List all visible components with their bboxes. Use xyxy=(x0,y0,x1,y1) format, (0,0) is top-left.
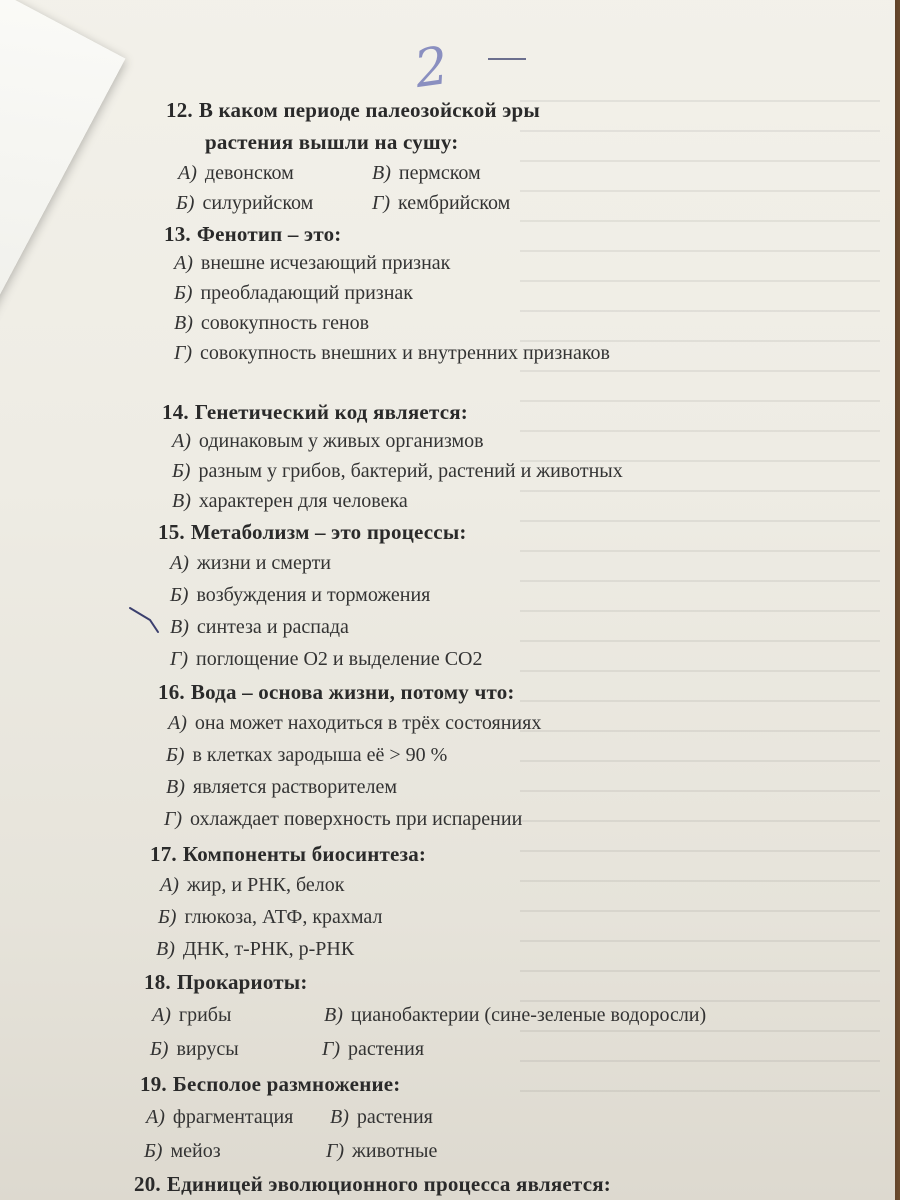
option: Г) совокупность внешних и внутренних признаков xyxy=(174,342,610,364)
option: А) одинаковым у живых организмов xyxy=(172,430,484,452)
option: Б) силурийском xyxy=(176,192,314,214)
option: Б) вирусы xyxy=(150,1038,239,1060)
question-19-title: 19. Бесполое размножение: xyxy=(140,1072,401,1096)
option: Г) растения xyxy=(322,1038,425,1060)
handwritten-page-number: 2 xyxy=(410,35,453,101)
question-12-title: 12. В каком периоде палеозойской эры xyxy=(166,98,541,122)
option: Г) охлаждает поверхность при испарении xyxy=(164,808,523,830)
option: Г) кембрийском xyxy=(372,192,511,214)
option: Б) в клетках зародыша её > 90 % xyxy=(166,744,448,766)
option: В) ДНК, т-РНК, р-РНК xyxy=(156,938,355,960)
option: Г) поглощение О2 и выделение СО2 xyxy=(170,648,483,670)
question-15-title: 15. Метаболизм – это процессы: xyxy=(158,520,467,544)
option: В) является растворителем xyxy=(166,776,398,798)
option-selected: В) синтеза и распада xyxy=(170,616,349,638)
question-20-title: 20. Единицей эволюционного процесса является: xyxy=(134,1172,611,1196)
pen-check-mark xyxy=(128,602,168,636)
option: А) она может находиться в трёх состояниях xyxy=(168,712,542,734)
option: В) совокупность генов xyxy=(174,312,370,334)
option: А) внешне исчезающий признак xyxy=(174,252,451,274)
option: В) растения xyxy=(330,1106,433,1128)
question-14-title: 14. Генетический код является: xyxy=(162,400,468,424)
question-13-title: 13. Фенотип – это: xyxy=(164,222,342,246)
option: В) пермском xyxy=(372,162,481,184)
option: Б) глюкоза, АТФ, крахмал xyxy=(158,906,383,928)
question-18-title: 18. Прокариоты: xyxy=(144,970,308,994)
option: В) характерен для человека xyxy=(172,490,408,512)
question-17-title: 17. Компоненты биосинтеза: xyxy=(150,842,427,866)
option: В) цианобактерии (сине-зеленые водоросли) xyxy=(324,1004,707,1026)
option: Б) мейоз xyxy=(144,1140,221,1162)
question-12-title-cont: растения вышли на сушу: xyxy=(205,130,459,154)
option: А) фрагментация xyxy=(146,1106,294,1128)
option: Г) животные xyxy=(326,1140,438,1162)
option: Б) разным у грибов, бактерий, растений и животных xyxy=(172,460,623,482)
option: А) грибы xyxy=(152,1004,232,1026)
option: А) жизни и смерти xyxy=(170,552,332,574)
option: А) жир, и РНК, белок xyxy=(160,874,345,896)
option: А) девонском xyxy=(178,162,294,184)
option: Б) возбуждения и торможения xyxy=(170,584,431,606)
question-16-title: 16. Вода – основа жизни, потому что: xyxy=(158,680,515,704)
option: Б) преобладающий признак xyxy=(174,282,413,304)
